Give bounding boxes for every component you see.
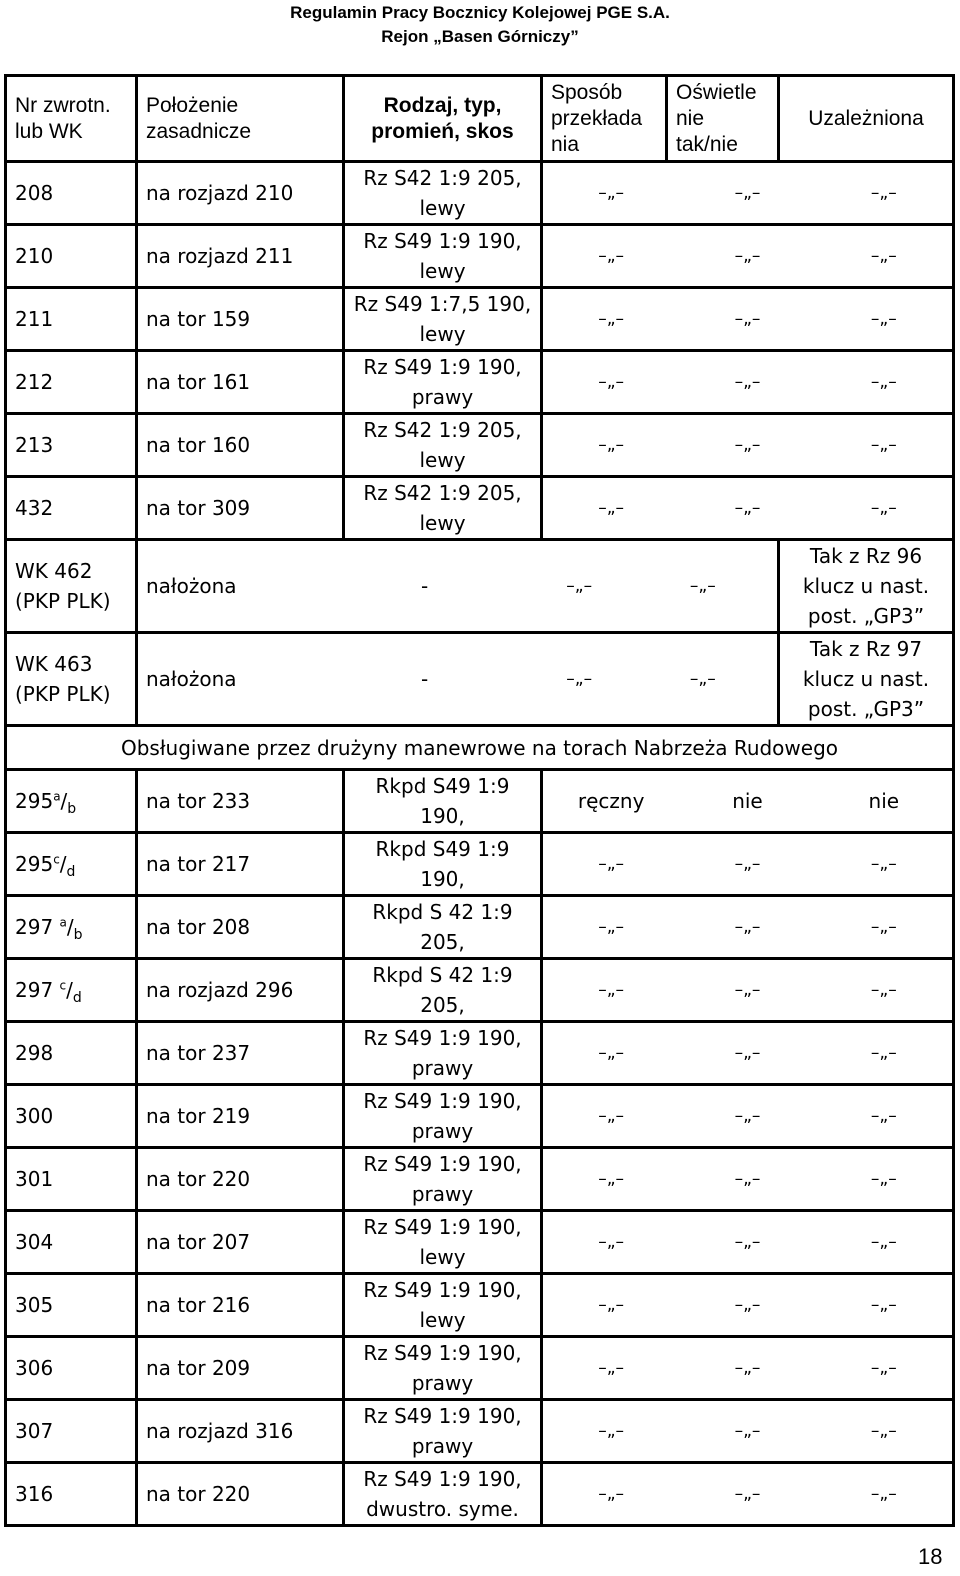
ditto-group xyxy=(543,1101,952,1131)
rodzaj-cell xyxy=(344,225,542,288)
rodzaj-line-2: prawy xyxy=(411,385,474,409)
polozenie-cell xyxy=(137,1400,344,1463)
ditto-cell xyxy=(542,162,954,225)
polozenie-cell xyxy=(137,1463,344,1526)
nr-cell xyxy=(6,414,137,477)
rodzaj-cell xyxy=(344,1274,542,1337)
rodzaj-line-2: lewy xyxy=(419,259,466,283)
table-row xyxy=(6,288,954,351)
polozenie-value: na tor 237 xyxy=(146,1041,251,1065)
table-row xyxy=(6,414,954,477)
polozenie-value: na rozjazd 211 xyxy=(146,244,294,268)
ditto-mark: –„– xyxy=(734,1232,761,1252)
polozenie-value: na tor 309 xyxy=(146,496,251,520)
nr-value: 208 xyxy=(15,181,54,205)
uzalezniona-value: nie xyxy=(868,789,900,813)
ditto-mark: –„– xyxy=(598,1169,625,1189)
ditto-group xyxy=(543,493,952,523)
ditto-mark: –„– xyxy=(870,1421,897,1441)
rodzaj-line-1: Rz S49 1:7,5 190, xyxy=(353,292,532,316)
nr-value: 295 xyxy=(15,789,54,813)
table-row xyxy=(6,1148,954,1211)
table-row xyxy=(6,1085,954,1148)
nr-value: 307 xyxy=(15,1419,54,1443)
rodzaj-line-1: Rkpd S 42 1:9 xyxy=(372,963,513,987)
wk-middle xyxy=(138,571,777,601)
rodzaj-line-2: prawy xyxy=(411,1434,474,1458)
ditto-mark: –„– xyxy=(734,1106,761,1126)
ditto-group xyxy=(543,1164,952,1194)
nr-value: 306 xyxy=(15,1356,54,1380)
rodzaj-cell xyxy=(344,1022,542,1085)
table-row xyxy=(6,770,954,833)
ditto-group xyxy=(543,1290,952,1320)
ditto-mark: –„– xyxy=(598,980,625,1000)
slash: / xyxy=(59,852,67,876)
nr-cell xyxy=(6,633,137,726)
ditto-group xyxy=(543,1353,952,1383)
table-row xyxy=(6,1463,954,1526)
nr-cell xyxy=(6,1085,137,1148)
ditto-mark: –„– xyxy=(734,1169,761,1189)
col-header-uzalezniona: Uzależniona xyxy=(779,76,954,162)
polozenie-cell xyxy=(137,477,344,540)
rodzaj-cell xyxy=(344,833,542,896)
polozenie-value: na rozjazd 296 xyxy=(146,978,294,1002)
polozenie-cell xyxy=(137,225,344,288)
rodzaj-line-2: lewy xyxy=(419,1245,466,1269)
ditto-mark: –„– xyxy=(598,246,625,266)
uz-line-3: post. „GP3” xyxy=(807,604,925,628)
polozenie-value: na tor 216 xyxy=(146,1293,251,1317)
rodzaj-line-1: Rz S49 1:9 190, xyxy=(363,1404,522,1428)
rodzaj-line-2: prawy xyxy=(411,1371,474,1395)
nr-value: 304 xyxy=(15,1230,54,1254)
nr-value: 213 xyxy=(15,433,54,457)
nr-cell xyxy=(6,288,137,351)
nr-cell xyxy=(6,770,137,833)
rodzaj-line-2: 190, xyxy=(420,804,465,828)
nr-cell xyxy=(6,540,137,633)
rodzaj-cell xyxy=(344,1085,542,1148)
uz-line-1: Tak z Rz 96 xyxy=(809,544,923,568)
nr-sup: c xyxy=(53,852,60,867)
ditto-mark: –„– xyxy=(734,1295,761,1315)
ditto-mark: –„– xyxy=(566,576,593,596)
dash-value: - xyxy=(420,667,429,691)
rodzaj-line-1: Rkpd S49 1:9 xyxy=(375,837,510,861)
rodzaj-line-1: Rkpd S 42 1:9 xyxy=(372,900,513,924)
nr-cell xyxy=(6,351,137,414)
ditto-cell xyxy=(542,351,954,414)
polozenie-value: na tor 209 xyxy=(146,1356,251,1380)
rodzaj-cell xyxy=(344,1463,542,1526)
nr-cell xyxy=(6,1148,137,1211)
ditto-cell xyxy=(542,414,954,477)
rodzaj-cell xyxy=(344,288,542,351)
uz-line-2: klucz u nast. xyxy=(802,667,930,691)
rodzaj-line-1: Rz S49 1:9 190, xyxy=(363,355,522,379)
rodzaj-line-2: lewy xyxy=(419,448,466,472)
polozenie-cell xyxy=(137,896,344,959)
ditto-group xyxy=(543,1227,952,1257)
nr-value: 297 xyxy=(15,978,60,1002)
wk-row xyxy=(6,633,954,726)
nr-value: 300 xyxy=(15,1104,54,1128)
rodzaj-line-2: 205, xyxy=(420,930,465,954)
ditto-cell xyxy=(542,1400,954,1463)
ditto-cell xyxy=(542,1463,954,1526)
polozenie-cell xyxy=(137,1085,344,1148)
table-row xyxy=(6,477,954,540)
table-row xyxy=(6,959,954,1022)
nr-value: 301 xyxy=(15,1167,54,1191)
nr-cell xyxy=(6,1211,137,1274)
nr-cell xyxy=(6,1337,137,1400)
ditto-mark: –„– xyxy=(598,1043,625,1063)
table-row xyxy=(6,1337,954,1400)
ditto-mark: –„– xyxy=(734,1421,761,1441)
ditto-mark: –„– xyxy=(734,1484,761,1504)
nr-sup: a xyxy=(59,915,67,930)
table-row xyxy=(6,162,954,225)
ditto-mark: –„– xyxy=(734,917,761,937)
polozenie-value: na tor 159 xyxy=(146,307,251,331)
nr-cell xyxy=(6,833,137,896)
nr-cell xyxy=(6,1022,137,1085)
rodzaj-cell xyxy=(344,1337,542,1400)
rodzaj-line-1: Rz S49 1:9 190, xyxy=(363,1026,522,1050)
nr-sup: c xyxy=(59,978,67,993)
polozenie-value: na tor 217 xyxy=(146,852,251,876)
col-header-oswietlenie: Oświetle nie tak/nie xyxy=(667,76,779,162)
ditto-group xyxy=(543,1479,952,1509)
ditto-cell xyxy=(542,1274,954,1337)
ditto-mark: –„– xyxy=(598,309,625,329)
nr-value: 298 xyxy=(15,1041,54,1065)
uzalezniona-cell xyxy=(779,633,954,726)
ditto-mark: –„– xyxy=(870,435,897,455)
section-title: Obsługiwane przez drużyny manewrowe na torach Nabrzeża Rudowego xyxy=(6,726,954,770)
ditto-mark: –„– xyxy=(598,1421,625,1441)
rodzaj-cell xyxy=(344,477,542,540)
rodzaj-line-1: Rz S42 1:9 205, xyxy=(363,166,522,190)
polozenie-cell xyxy=(137,162,344,225)
ditto-cell xyxy=(542,959,954,1022)
col-header-polozenie: Położenie zasadnicze xyxy=(137,76,344,162)
rodzaj-cell xyxy=(344,896,542,959)
nr-value: 305 xyxy=(15,1293,54,1317)
polozenie-cell xyxy=(137,1274,344,1337)
polozenie-value: na tor 160 xyxy=(146,433,251,457)
ditto-cell xyxy=(542,833,954,896)
ditto-group xyxy=(543,304,952,334)
polozenie-value: na tor 219 xyxy=(146,1104,251,1128)
polozenie-value: nałożona xyxy=(146,574,237,598)
ditto-mark: –„– xyxy=(598,1484,625,1504)
col-header-sposob: Sposób przekłada nia xyxy=(542,76,667,162)
table-row xyxy=(6,225,954,288)
ditto-mark: –„– xyxy=(734,183,761,203)
col-header-rodzaj: Rodzaj, typ, promień, skos xyxy=(344,76,542,162)
ditto-mark: –„– xyxy=(734,498,761,518)
nr-sup: a xyxy=(53,789,61,804)
ditto-cell xyxy=(542,770,954,833)
ditto-mark: –„– xyxy=(689,576,716,596)
nr-cell xyxy=(6,225,137,288)
rodzaj-line-2: prawy xyxy=(411,1056,474,1080)
uz-line-2: klucz u nast. xyxy=(802,574,930,598)
nr-value: 316 xyxy=(15,1482,54,1506)
rodzaj-cell xyxy=(344,959,542,1022)
rodzaj-line-1: Rz S49 1:9 190, xyxy=(363,1215,522,1239)
ditto-mark: –„– xyxy=(598,917,625,937)
uz-line-3: post. „GP3” xyxy=(807,697,925,721)
wk-middle-cell xyxy=(137,633,779,726)
slash: / xyxy=(66,978,73,1002)
ditto-mark: –„– xyxy=(598,435,625,455)
ditto-mark: –„– xyxy=(598,372,625,392)
ditto-mark: –„– xyxy=(870,1295,897,1315)
rodzaj-cell xyxy=(344,1211,542,1274)
polozenie-value: na rozjazd 316 xyxy=(146,1419,294,1443)
polozenie-value: na tor 207 xyxy=(146,1230,251,1254)
ditto-mark: –„– xyxy=(870,917,897,937)
ditto-group xyxy=(543,430,952,460)
ditto-mark: –„– xyxy=(598,183,625,203)
ditto-mark: –„– xyxy=(870,372,897,392)
polozenie-value: na tor 220 xyxy=(146,1167,251,1191)
ditto-cell xyxy=(542,288,954,351)
rodzaj-line-2: lewy xyxy=(419,511,466,535)
table-row xyxy=(6,1274,954,1337)
wk-number: WK 462 xyxy=(15,559,93,583)
ditto-cell xyxy=(542,1085,954,1148)
ditto-mark: –„– xyxy=(870,1358,897,1378)
nr-value: 210 xyxy=(15,244,54,268)
ditto-mark: –„– xyxy=(566,669,593,689)
polozenie-value: na tor 220 xyxy=(146,1482,251,1506)
ditto-mark: –„– xyxy=(598,498,625,518)
ditto-mark: –„– xyxy=(734,435,761,455)
ditto-mark: –„– xyxy=(734,980,761,1000)
rodzaj-line-1: Rz S49 1:9 190, xyxy=(363,1341,522,1365)
slash: / xyxy=(60,789,68,813)
polozenie-cell xyxy=(137,414,344,477)
ditto-cell xyxy=(542,1148,954,1211)
ditto-group xyxy=(543,241,952,271)
polozenie-cell xyxy=(137,1337,344,1400)
ditto-mark: –„– xyxy=(598,854,625,874)
rodzaj-line-2: lewy xyxy=(419,1308,466,1332)
polozenie-cell xyxy=(137,1148,344,1211)
ditto-group xyxy=(543,912,952,942)
nr-value: 212 xyxy=(15,370,54,394)
nr-value: 297 xyxy=(15,915,60,939)
ditto-mark: –„– xyxy=(870,980,897,1000)
document-header-title: Regulamin Pracy Bocznicy Kolejowej PGE S.A. xyxy=(290,3,670,22)
polozenie-cell xyxy=(137,1022,344,1085)
rodzaj-line-1: Rz S42 1:9 205, xyxy=(363,418,522,442)
polozenie-value: na rozjazd 210 xyxy=(146,181,294,205)
ditto-cell xyxy=(542,477,954,540)
nr-cell xyxy=(6,477,137,540)
rodzaj-line-1: Rz S49 1:9 190, xyxy=(363,1467,522,1491)
ditto-cell xyxy=(542,1022,954,1085)
table-row xyxy=(6,351,954,414)
nr-sub: d xyxy=(72,990,82,1006)
ditto-cell xyxy=(542,1211,954,1274)
polozenie-cell xyxy=(137,833,344,896)
table-row xyxy=(6,833,954,896)
ditto-group xyxy=(543,178,952,208)
nr-cell xyxy=(6,896,137,959)
ditto-mark: –„– xyxy=(734,309,761,329)
rodzaj-cell xyxy=(344,414,542,477)
ditto-mark: –„– xyxy=(734,1043,761,1063)
ditto-mark: –„– xyxy=(870,183,897,203)
ditto-group xyxy=(543,975,952,1005)
rodzaj-line-2: prawy xyxy=(411,1182,474,1206)
polozenie-cell xyxy=(137,1211,344,1274)
ditto-mark: –„– xyxy=(598,1358,625,1378)
slash: / xyxy=(66,915,74,939)
polozenie-value: na tor 208 xyxy=(146,915,251,939)
ditto-cell xyxy=(542,225,954,288)
nr-value: 211 xyxy=(15,307,54,331)
nr-cell xyxy=(6,1274,137,1337)
table-row xyxy=(6,1400,954,1463)
ditto-group xyxy=(543,1038,952,1068)
rodzaj-line-1: Rz S49 1:9 190, xyxy=(363,1152,522,1176)
wk-middle-cell xyxy=(137,540,779,633)
ditto-mark: –„– xyxy=(598,1232,625,1252)
ditto-mark: –„– xyxy=(870,498,897,518)
ditto-mark: –„– xyxy=(598,1106,625,1126)
uz-line-1: Tak z Rz 97 xyxy=(809,637,923,661)
nr-value: 295 xyxy=(15,852,54,876)
polozenie-value: na tor 161 xyxy=(146,370,251,394)
rodzaj-cell xyxy=(344,770,542,833)
uzalezniona-cell xyxy=(779,540,954,633)
nr-cell xyxy=(6,959,137,1022)
polozenie-cell xyxy=(137,959,344,1022)
rodzaj-line-2: lewy xyxy=(419,196,466,220)
rodzaj-line-1: Rz S49 1:9 190, xyxy=(363,229,522,253)
ditto-mark: –„– xyxy=(870,1043,897,1063)
ditto-mark: –„– xyxy=(689,669,716,689)
polozenie-value: nałożona xyxy=(146,667,237,691)
document-header-subtitle: Rejon „Basen Górniczy” xyxy=(381,27,579,46)
wk-number: WK 463 xyxy=(15,652,93,676)
polozenie-cell xyxy=(137,770,344,833)
ditto-cell xyxy=(542,1337,954,1400)
switch-table xyxy=(4,74,955,1527)
rodzaj-line-1: Rz S49 1:9 190, xyxy=(363,1278,522,1302)
ditto-mark: –„– xyxy=(734,854,761,874)
ditto-group xyxy=(543,849,952,879)
rodzaj-line-2: prawy xyxy=(411,1119,474,1143)
value-group xyxy=(543,786,952,816)
rodzaj-line-2: 205, xyxy=(420,993,465,1017)
nr-value: 432 xyxy=(15,496,54,520)
polozenie-value: na tor 233 xyxy=(146,789,251,813)
nr-cell xyxy=(6,1400,137,1463)
wk-row xyxy=(6,540,954,633)
ditto-group xyxy=(543,1416,952,1446)
nr-cell xyxy=(6,1463,137,1526)
ditto-mark: –„– xyxy=(734,372,761,392)
nr-sub: b xyxy=(67,801,77,817)
table-row xyxy=(6,1022,954,1085)
dash-value: - xyxy=(420,574,429,598)
table-header-row xyxy=(6,76,954,162)
rodzaj-line-2: dwustro. syme. xyxy=(366,1497,519,1521)
wk-owner: (PKP PLK) xyxy=(15,682,111,706)
rodzaj-line-1: Rkpd S49 1:9 xyxy=(375,774,510,798)
ditto-mark: –„– xyxy=(870,246,897,266)
ditto-mark: –„– xyxy=(870,1484,897,1504)
ditto-mark: –„– xyxy=(870,1106,897,1126)
ditto-mark: –„– xyxy=(734,1358,761,1378)
table-row xyxy=(6,1211,954,1274)
wk-middle xyxy=(138,664,777,694)
rodzaj-cell xyxy=(344,162,542,225)
nr-sub: d xyxy=(66,864,76,880)
col-header-nr: Nr zwrotn. lub WK xyxy=(6,76,137,162)
nr-cell xyxy=(6,162,137,225)
polozenie-cell xyxy=(137,288,344,351)
rodzaj-line-2: 190, xyxy=(420,867,465,891)
ditto-mark: –„– xyxy=(870,1169,897,1189)
ditto-mark: –„– xyxy=(870,1232,897,1252)
polozenie-cell xyxy=(137,351,344,414)
oswietlenie-value: nie xyxy=(732,789,763,813)
table-row xyxy=(6,896,954,959)
rodzaj-cell xyxy=(344,1400,542,1463)
ditto-mark: –„– xyxy=(870,854,897,874)
ditto-mark: –„– xyxy=(870,309,897,329)
rodzaj-cell xyxy=(344,351,542,414)
ditto-group xyxy=(543,367,952,397)
wk-owner: (PKP PLK) xyxy=(15,589,111,613)
rodzaj-line-2: lewy xyxy=(419,322,466,346)
section-row xyxy=(6,726,954,770)
rodzaj-cell xyxy=(344,1148,542,1211)
rodzaj-line-1: Rz S42 1:9 205, xyxy=(363,481,522,505)
page-number: 18 xyxy=(918,1544,943,1569)
ditto-cell xyxy=(542,896,954,959)
ditto-mark: –„– xyxy=(734,246,761,266)
nr-sub: b xyxy=(73,927,83,943)
rodzaj-line-1: Rz S49 1:9 190, xyxy=(363,1089,522,1113)
ditto-mark: –„– xyxy=(598,1295,625,1315)
sposob-value: ręczny xyxy=(577,789,645,813)
